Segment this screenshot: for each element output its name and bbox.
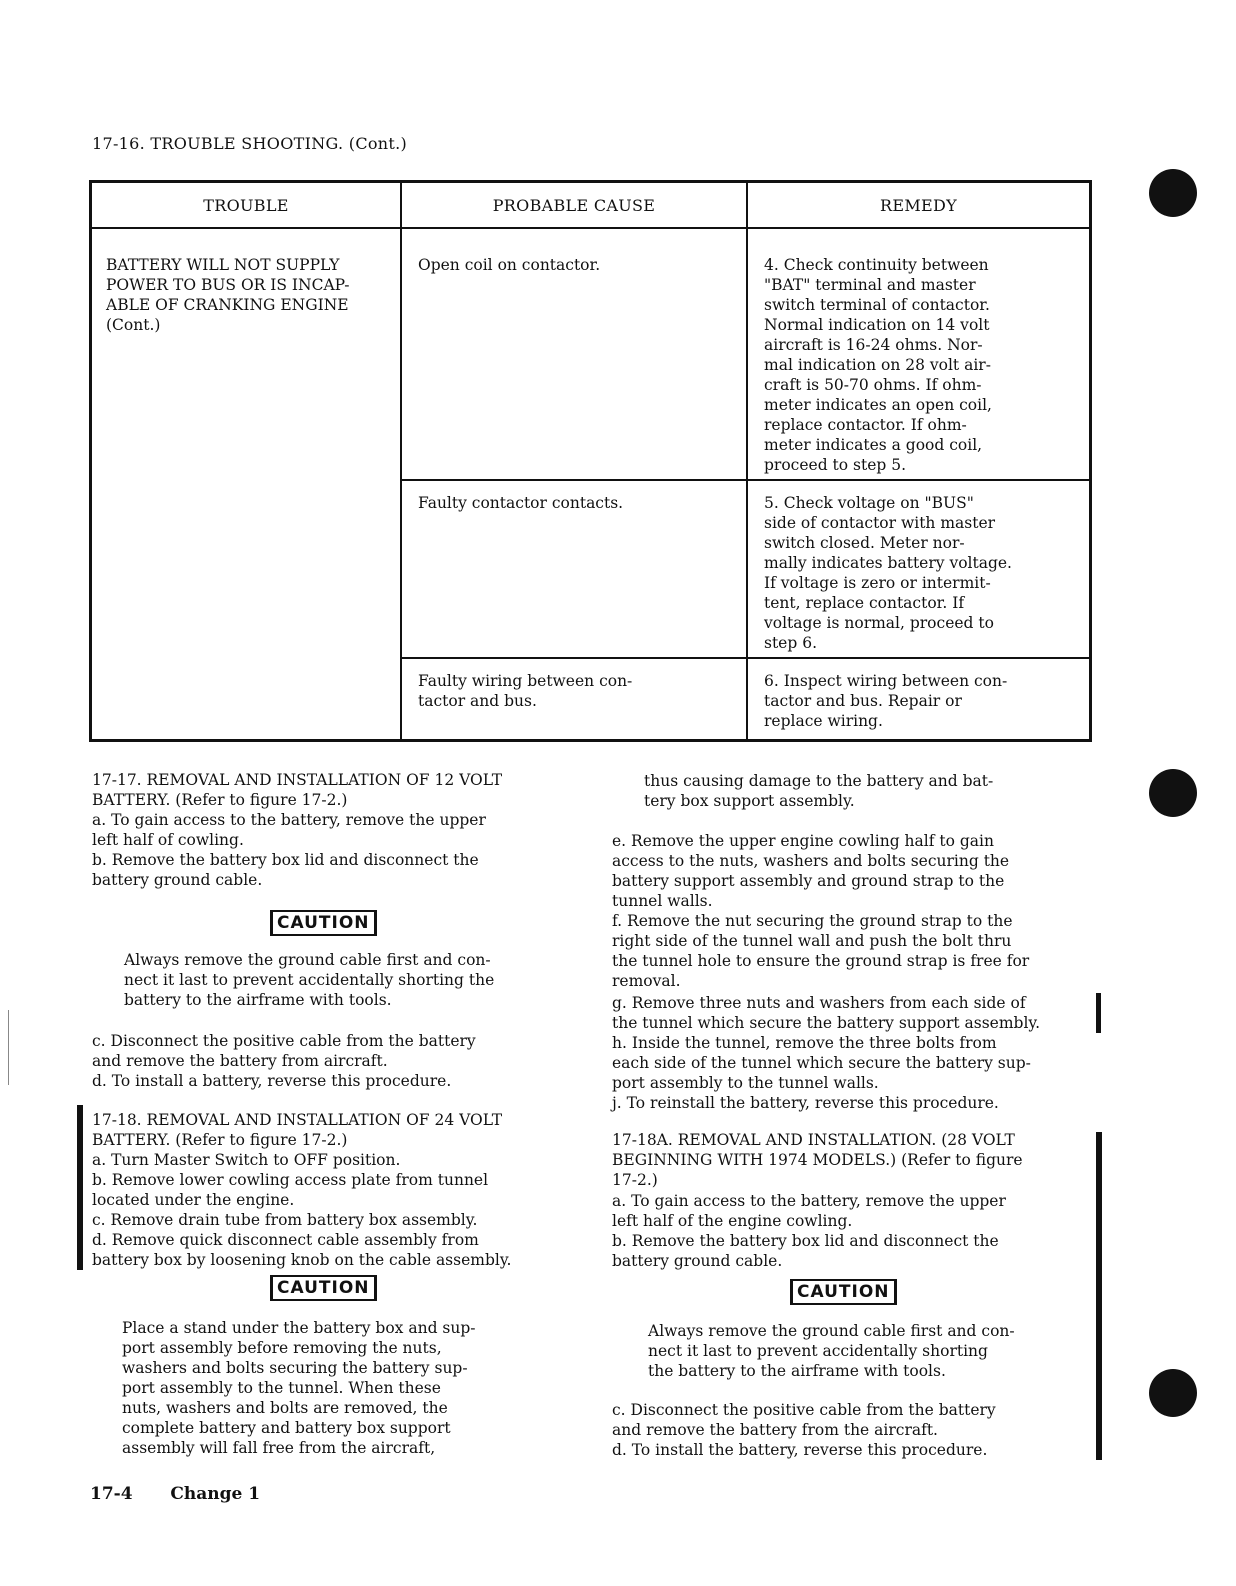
caution-3-text: Always remove the ground cable first and con- nect it last to prevent accidentally shorting the battery to the airframe with tools. xyxy=(648,1322,1015,1380)
remedy-text: 5. Check voltage on "BUS" side of contactor with master switch closed. Meter nor- mally indicates battery voltage. If voltage is zero or intermit- tent, replace contactor. If voltage is normal, proceed to step 6. xyxy=(764,494,1012,652)
change-label: Change 1 xyxy=(170,1484,261,1504)
page-heading: 17-16. TROUBLE SHOOTING. (Cont.) xyxy=(92,134,408,153)
binder-hole-middle xyxy=(1149,769,1197,817)
caution-2-text: Place a stand under the battery box and sup- port assembly before removing the nuts, washers and bolts securing the battery sup- port assembly to the tunnel. When these nuts, washers and bolts are removed, the complete battery and battery box support assembly will fall free from the aircraft, xyxy=(122,1319,476,1457)
binder-hole-top xyxy=(1149,169,1197,217)
header-trouble: TROUBLE xyxy=(91,182,402,229)
table-row xyxy=(91,228,1091,480)
section-17-17-heading: 17-17. REMOVAL AND INSTALLATION OF 12 VOLT BATTERY. (Refer to figure 17-2.) xyxy=(92,771,503,809)
remedy-text: 6. Inspect wiring between con- tactor and bus. Repair or replace wiring. xyxy=(764,672,1008,730)
cause-cell xyxy=(401,228,747,480)
section-17-18a-steps-ab: a. To gain access to the battery, remove the upper left half of the engine cowling. b. Remove the battery box lid and disconnect the battery ground cable. xyxy=(612,1192,1006,1270)
table-header-row xyxy=(91,182,1091,229)
caution-label-3: CAUTION xyxy=(790,1279,897,1305)
remedy-cell xyxy=(747,480,1091,658)
section-17-18a-heading: 17-18A. REMOVAL AND INSTALLATION. (28 VOLT BEGINNING WITH 1974 MODELS.) (Refer to figure 17-2.) xyxy=(612,1131,1023,1189)
section-17-18-steps-ef: e. Remove the upper engine cowling half to gain access to the nuts, washers and bolts securing the battery support assembly and ground strap to the tunnel walls. f. Remove the nut securing the ground strap to the right side of the tunnel wall and push the bolt thru the tunnel hole to ensure the ground strap is free for removal. xyxy=(612,832,1030,990)
binder-hole-bottom xyxy=(1149,1369,1197,1417)
caution-1-text: Always remove the ground cable first and con- nect it last to prevent accidentally shorting the battery to the airframe with tools. xyxy=(124,951,495,1009)
remedy-text: 4. Check continuity between "BAT" terminal and master switch terminal of contactor. Normal indication on 14 volt aircraft is 16-24 ohms. Nor- mal indication on 28 volt air- craft is 50-70 ohms. If ohm- meter indicates an open coil, replace contactor. If ohm- meter indicates a good coil, proceed to step 5. xyxy=(764,256,992,474)
remedy-cell xyxy=(747,228,1091,480)
cause-cell xyxy=(401,658,747,740)
trouble-text: BATTERY WILL NOT SUPPLY POWER TO BUS OR IS INCAP- ABLE OF CRANKING ENGINE (Cont.) xyxy=(106,256,350,334)
cause-text: Open coil on contactor. xyxy=(418,256,601,274)
cause-text: Faulty wiring between con- tactor and bus. xyxy=(418,672,633,710)
caution-label-2: CAUTION xyxy=(270,1275,377,1301)
cause-text: Faulty contactor contacts. xyxy=(418,494,624,512)
header-remedy: REMEDY xyxy=(747,182,1091,229)
cause-cell xyxy=(401,480,747,658)
header-probable-cause: PROBABLE CAUSE xyxy=(401,182,747,229)
page-number: 17-4 xyxy=(90,1484,133,1504)
caution-label-1: CAUTION xyxy=(270,910,377,936)
remedy-cell xyxy=(747,658,1091,740)
page-footer xyxy=(90,1484,260,1504)
caution-2-continued: thus causing damage to the battery and bat- tery box support assembly. xyxy=(644,772,994,810)
section-17-18-heading: 17-18. REMOVAL AND INSTALLATION OF 24 VOLT BATTERY. (Refer to figure 17-2.) xyxy=(92,1111,503,1149)
section-17-17-steps-cd: c. Disconnect the positive cable from the battery and remove the battery from aircraft. d. To install a battery, reverse this procedure. xyxy=(92,1032,476,1090)
section-17-18a-steps-cd: c. Disconnect the positive cable from the battery and remove the battery from the aircraft. d. To install the battery, reverse this procedure. xyxy=(612,1401,996,1459)
trouble-cell xyxy=(91,228,402,740)
section-17-18-steps: a. Turn Master Switch to OFF position. b. Remove lower cowling access plate from tunnel located under the engine. c. Remove drain tube from battery box assembly. d. Remove quick disconnect cable assembly from battery box by loosening knob on the cable assembly. xyxy=(92,1151,512,1269)
change-bar-right-2 xyxy=(1096,1132,1102,1460)
section-17-18-steps-gj: g. Remove three nuts and washers from each side of the tunnel which secure the battery support assembly. h. Inside the tunnel, remove the three bolts from each side of the tunnel which secure the battery sup- port assembly to the tunnel walls. j. To reinstall the battery, reverse this procedure. xyxy=(612,994,1041,1112)
change-bar-right-1 xyxy=(1096,993,1101,1033)
margin-mark xyxy=(8,1010,9,1085)
change-bar-left xyxy=(77,1105,83,1270)
section-17-17-steps-ab: a. To gain access to the battery, remove the upper left half of cowling. b. Remove the battery box lid and disconnect the battery ground cable. xyxy=(92,811,486,889)
troubleshooting-table xyxy=(89,180,1092,742)
